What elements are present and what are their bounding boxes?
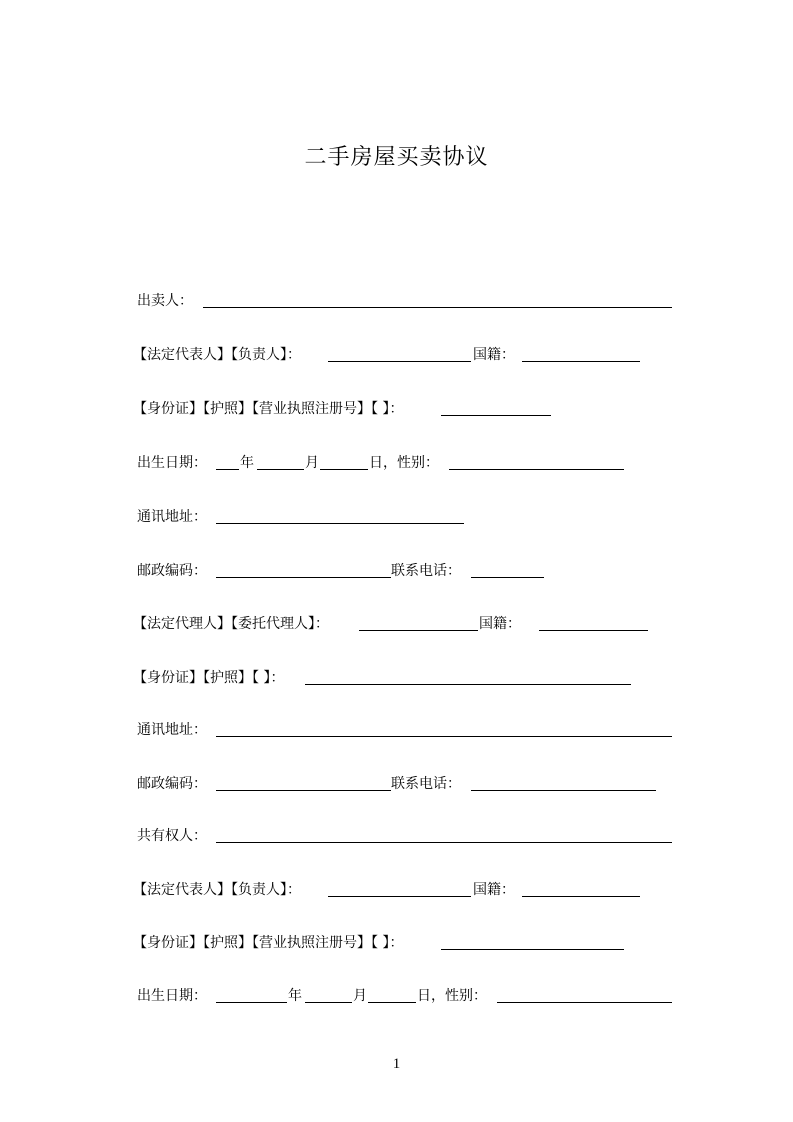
form-line	[0, 453, 793, 477]
form-line	[0, 399, 793, 423]
field-label: 【法定代理人】【委托代理人】：	[133, 616, 329, 632]
form-line	[0, 720, 793, 744]
field-label: 日，性别：	[369, 455, 439, 471]
form-line	[0, 561, 793, 585]
field-label: 国籍：	[479, 616, 521, 632]
fill-in-blank[interactable]	[328, 896, 471, 897]
fill-in-blank[interactable]	[320, 469, 368, 470]
field-label: 共有权人：	[137, 828, 207, 844]
form-line	[0, 986, 793, 1010]
field-label: 邮政编码：	[137, 776, 207, 792]
field-label: 联系电话：	[391, 776, 461, 792]
form-line	[0, 345, 793, 369]
fill-in-blank[interactable]	[441, 415, 551, 416]
field-label: 国籍：	[473, 882, 515, 898]
fill-in-blank[interactable]	[497, 1002, 672, 1003]
fill-in-blank[interactable]	[257, 469, 304, 470]
field-label: 联系电话：	[391, 563, 461, 579]
fill-in-blank[interactable]	[441, 949, 624, 950]
field-label: 【身份证】【护照】【 】：	[133, 670, 285, 686]
fill-in-blank[interactable]	[359, 630, 478, 631]
fill-in-blank[interactable]	[522, 361, 640, 362]
fill-in-blank[interactable]	[305, 684, 631, 685]
field-label: 通讯地址：	[137, 722, 207, 738]
form-line	[0, 507, 793, 531]
field-label: 年	[240, 455, 254, 471]
field-label: 出卖人：	[137, 293, 193, 309]
fill-in-blank[interactable]	[368, 1002, 416, 1003]
field-label: 年	[288, 988, 302, 1004]
field-label: 【身份证】【护照】【营业执照注册号】【 】：	[133, 935, 404, 951]
form-line	[0, 826, 793, 850]
field-label: 出生日期：	[137, 455, 207, 471]
fill-in-blank[interactable]	[216, 469, 239, 470]
field-label: 【法定代表人】【负责人】：	[133, 882, 301, 898]
fill-in-blank[interactable]	[539, 630, 648, 631]
fill-in-blank[interactable]	[328, 361, 471, 362]
fill-in-blank[interactable]	[216, 523, 464, 524]
field-label: 邮政编码：	[137, 563, 207, 579]
document-title: 二手房屋买卖协议	[304, 145, 489, 170]
field-label: 日，性别：	[417, 988, 487, 1004]
fill-in-blank[interactable]	[522, 896, 640, 897]
form-line	[0, 291, 793, 315]
form-line	[0, 614, 793, 638]
field-label: 通讯地址：	[137, 509, 207, 525]
field-label: 月	[353, 988, 367, 1004]
fill-in-blank[interactable]	[471, 790, 656, 791]
fill-in-blank[interactable]	[216, 842, 672, 843]
field-label: 国籍：	[473, 347, 515, 363]
form-line	[0, 933, 793, 957]
fill-in-blank[interactable]	[449, 469, 624, 470]
fill-in-blank[interactable]	[203, 307, 672, 308]
form-line	[0, 880, 793, 904]
fill-in-blank[interactable]	[305, 1002, 352, 1003]
field-label: 出生日期：	[137, 988, 207, 1004]
fill-in-blank[interactable]	[216, 790, 391, 791]
fill-in-blank[interactable]	[471, 577, 544, 578]
field-label: 【身份证】【护照】【营业执照注册号】【 】：	[133, 401, 404, 417]
form-line	[0, 774, 793, 798]
page-number: 1	[392, 1056, 401, 1072]
field-label: 【法定代表人】【负责人】：	[133, 347, 301, 363]
fill-in-blank[interactable]	[216, 577, 391, 578]
fill-in-blank[interactable]	[216, 736, 672, 737]
fill-in-blank[interactable]	[216, 1002, 287, 1003]
field-label: 月	[305, 455, 319, 471]
form-line	[0, 668, 793, 692]
